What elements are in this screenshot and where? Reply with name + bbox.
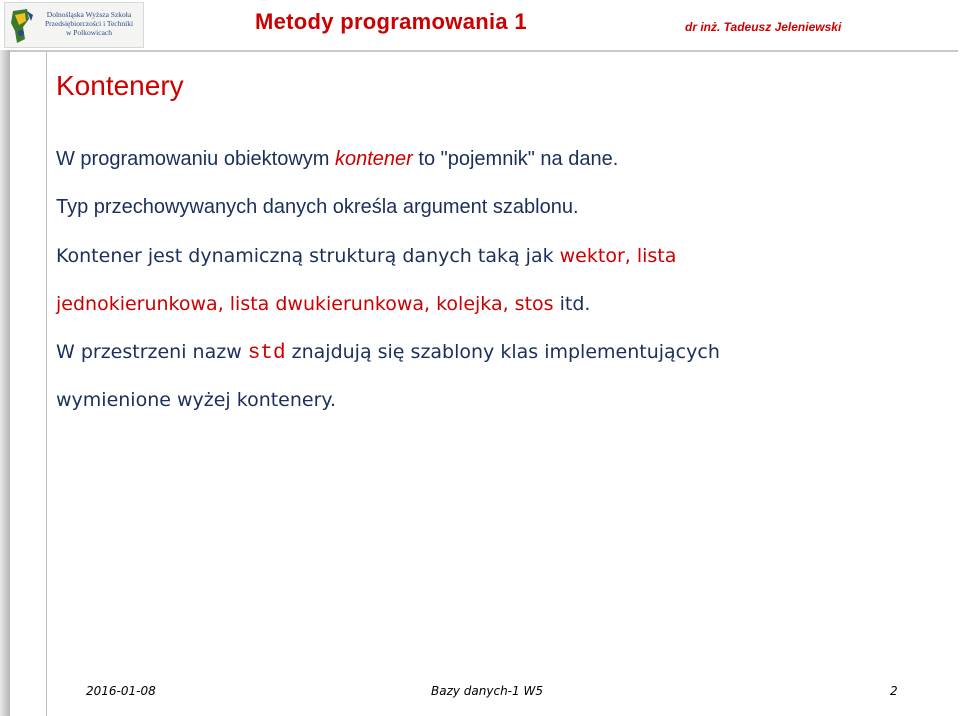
paragraph-std-namespace [56,341,720,365]
footer-course: Bazy danych-1 W5 [431,684,543,698]
highlight-container-types: jednokierunkowa, lista dwukierunkowa, kolejka, stos [56,293,554,315]
footer-date: 2016-01-08 [86,684,156,698]
highlight-container-types: wektor, lista [559,245,677,267]
paragraph-data-type: Typ przechowywanych danych określa argument szablonu. [56,196,579,218]
paragraph-dynamic-structure [56,245,676,267]
slide-header [0,0,960,50]
school-logo-icon [7,5,35,47]
keyword-kontener: kontener [335,148,413,170]
school-name-line-2: Przedsiębiorczości i Techniki [44,19,134,28]
paragraph-container-definition [56,148,618,171]
course-title: Metody programowania 1 [255,9,527,34]
school-name-line-3: w Polkowicach [65,28,113,37]
left-margin-line [46,52,47,716]
paragraph-text: znajdują się szablony klas implementujących [285,341,720,363]
paragraph-mentioned-containers: wymienione wyżej kontenery. [56,389,336,411]
paragraph-text: W przestrzeni nazw [56,341,248,363]
paragraph-container-types-continued [56,293,590,315]
page-number: 2 [890,684,898,698]
school-name [35,10,143,37]
paragraph-text: to "pojemnik" na dane. [412,148,619,170]
school-name-line-1: Dolnośląska Wyższa Szkoła [46,10,132,19]
school-logo [4,2,144,48]
author-name: dr inż. Tadeusz Jeleniewski [685,20,842,34]
code-std: std [247,342,286,365]
left-decorative-bar [0,50,10,716]
paragraph-text: W programowaniu obiektowym [56,148,335,170]
slide-title: Kontenery [56,70,184,101]
paragraph-text: itd. [553,293,591,315]
paragraph-text: Kontener jest dynamiczną strukturą danych taką jak [56,245,560,267]
